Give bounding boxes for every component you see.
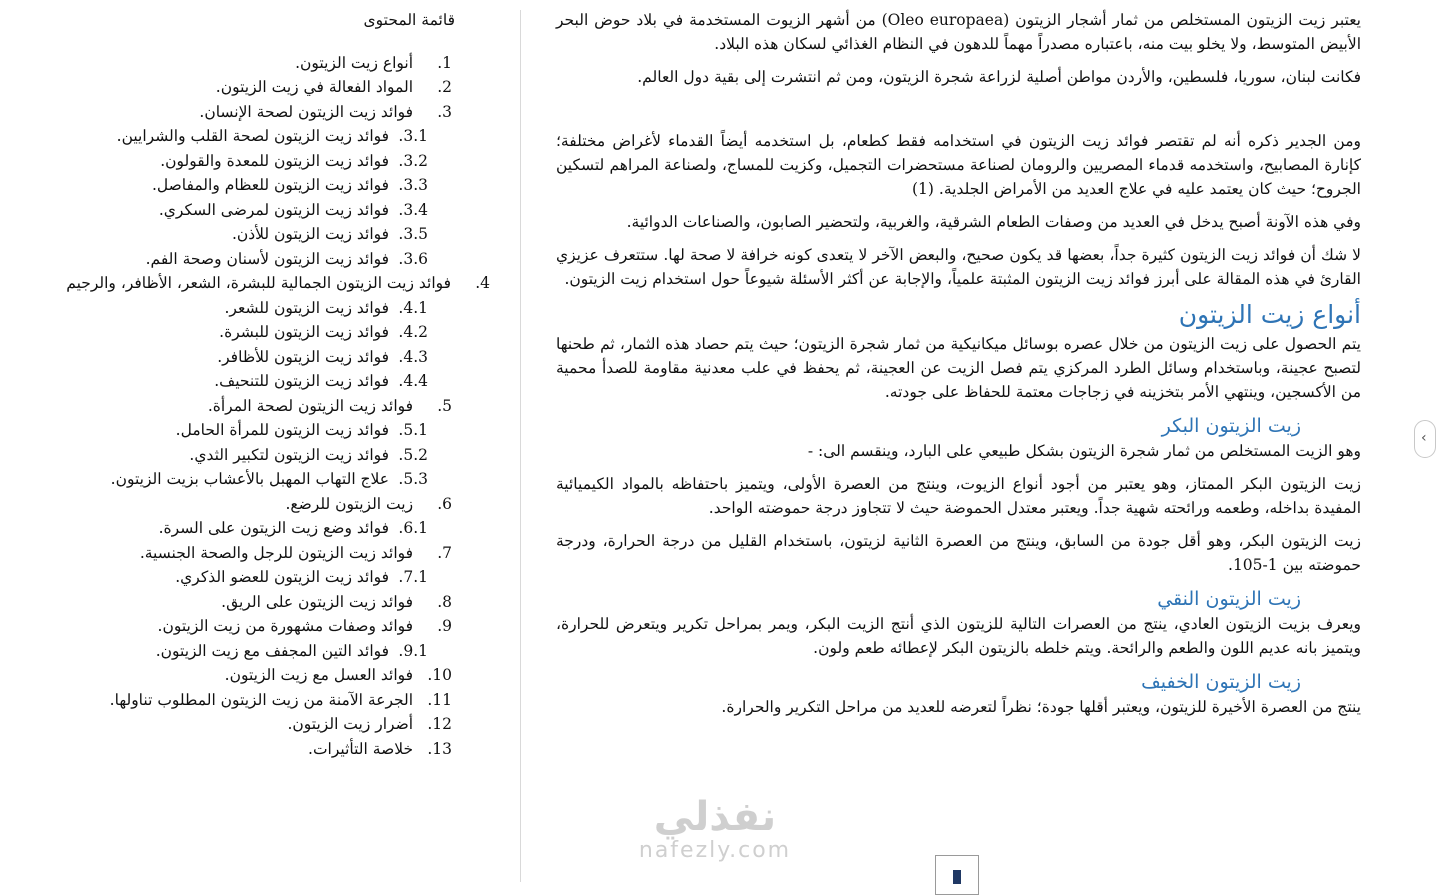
watermark [615,795,815,863]
toc-item-label: فوائد العسل مع زيت الزيتون. [224,666,414,684]
toc-item-label: الجرعة الآمنة من زيت الزيتون المطلوب تناولها. [109,690,414,709]
pure-paragraph: ويعرف بزيت الزيتون العادي، ينتج من العصرات التالية للزيتون الذي أنتج الزيت البكر، ويمر بمراحل تكرير ويتعرض للحرارة، ويتميز بانه عديم اللون والطعم والرائحة. ويتم خلطه بالزيتون البكر لإعطائه طعم ولون. [556,615,1361,657]
toc-item[interactable] [40,565,490,590]
toc-item[interactable] [40,492,490,517]
toc-list [40,51,490,762]
toc-item[interactable] [40,271,490,296]
toc-item-number: 1. [437,53,452,72]
toc-item-label: فوائد زيت الزيتون لأسنان وصحة الفم. [145,249,390,268]
toc-item[interactable] [40,443,490,468]
toc-item-label: فوائد زيت الزيتون للرجل والصحة الجنسية. [139,543,414,562]
types-paragraph: يتم الحصول على زيت الزيتون من خلال عصره بوسائل ميكانيكية من ثمار شجرة الزيتون؛ حيث يتم حصاد هذه الثمار، ثم طحنها لتصبح عجينة، وباستخدام وسائل الطرد المركزي يتم فصل الزيت عن العجينة، ثم يحفظ في علب معدنية مقاومة للصدأ محمية من الأكسجين، وينتهي الأمر بتخزينه في زجاجات معتمة للحفاظ على جودته. [556,335,1361,401]
benefits-intro-paragraph: لا شك أن فوائد زيت الزيتون كثيرة جداً، بعضها قد يكون صحيح، والبعض الآخر لا يتعدى كونه خرافة لا صحة لها. ستتعرف عزيزي القارئ في هذه المقالة على أبرز فوائد زيت الزيتون المثبتة علمياً، والإجابة عن أكثر الأسئلة شيوعاً حول استخدام زيت الزيتون. [556,246,1361,288]
toc-item[interactable] [40,222,490,247]
virgin-paragraph: زيت الزيتون البكر، وهو أقل جودة من السابق، وينتج من العصرة الثانية لزيتون، باستخدام القليل من درجة الحرارة، ودرجة حموضته بين 1-105. [556,532,1361,574]
article-column [556,8,1361,728]
toc-item[interactable] [40,541,490,566]
toc-item-number: 3.5. [398,225,428,243]
toc-item-label: المواد الفعالة في زيت الزيتون. [215,78,414,96]
toc-item-label: فوائد زيت الزيتون للمرأة الحامل. [175,421,390,439]
toc-item-label: زيت الزيتون للرضع. [285,494,414,513]
toc-item-number: 12. [427,715,452,733]
toc-item-number: 5.2. [398,445,428,464]
toc-item-label: علاج التهاب المهبل بالأعشاب بزيت الزيتون. [110,470,390,488]
section-heading-types: أنواع زيت الزيتون [1178,300,1361,329]
toc-item[interactable] [40,614,490,639]
toc-item[interactable] [40,418,490,443]
toc-item[interactable] [40,688,490,713]
subheading-pure: زيت الزيتون النقي [1157,588,1301,610]
intro-paragraph: يعتبر زيت الزيتون المستخلص من ثمار أشجار الزيتون (Oleo europaea) من أشهر الزيوت المستخدمة في بلاد حوض البحر الأبيض المتوسط، ولا يخلو بيت منه، باعتباره مصدراً مهماً للدهون في النظام الغذائي لسكان هذه البلاد. [556,11,1361,53]
toc-item-number: 13. [427,739,452,758]
toc-item-label: فوائد زيت الزيتون للمعدة والقولون. [160,151,390,170]
toc-item-number: 4.4. [398,372,428,390]
toc-item-label: خلاصة التأثيرات. [308,739,414,758]
toc-item[interactable] [40,345,490,370]
column-divider [520,10,521,882]
toc-item[interactable] [40,590,490,615]
toc-item-number: 5.3. [398,470,428,488]
toc-item-label: فوائد التين المجفف مع زيت الزيتون. [155,641,390,660]
subheading-virgin: زيت الزيتون البكر [1161,415,1301,437]
toc-item[interactable] [40,100,490,125]
toc-item-label: أنواع زيت الزيتون. [295,53,414,72]
history-paragraph: ومن الجدير ذكره أنه لم تقتصر فوائد زيت الزيتون في استخدامه فقط كطعام، بل استخدمه أيضاً القدماء لأغراض مختلفة؛ كإنارة المصابيح، واستخدمه قدماء المصريين والرومان لصناعة مستحضرات التجميل، وكزيت للمساج، ولصناعة المراهم لتسكين الجروح؛ حيث كان يعتمد عليه في علاج العديد من الأمراض الجلدية. (1) [556,132,1361,198]
toc-item[interactable] [40,467,490,492]
toc-item-number: 10. [427,666,452,684]
toc-item-number: 11. [427,690,452,709]
toc-item[interactable] [40,394,490,419]
toc-item-number: 4. [475,274,490,292]
toc-item-label: فوائد زيت الزيتون الجمالية للبشرة، الشعر، الأظافر، والرجيم [66,274,452,292]
toc-item-label: فوائد زيت الزيتون للعظام والمفاصل. [151,176,390,194]
toc-item-number: 6.1. [398,519,428,537]
toc-item-number: 8. [437,592,452,611]
toc-item-label: فوائد زيت الزيتون للشعر. [224,298,390,317]
page-navigation-button[interactable] [935,855,979,895]
toc-item[interactable] [40,198,490,223]
toc-item-number: 3.1. [398,127,428,145]
toc-item-number: 4.2. [398,323,428,341]
watermark-logo-word: نفذلي [653,794,777,840]
toc-item[interactable] [40,149,490,174]
toc-item-label: فوائد زيت الزيتون لصحة الإنسان. [199,102,414,121]
toc-item-number: 4.3. [398,347,428,366]
extra-virgin-paragraph: زيت الزيتون البكر الممتاز، وهو يعتبر من أجود أنواع الزيوت، وينتج من العصرة الأولى، ويتميز باحتفاظه بالمواد الكيميائية المفيدة بداخله، وطعمه ورائحته شهية جداً. ويعتبر معتدل الحموضة حيث لا تتجاوز درجة حموضته الواحد. [556,475,1361,517]
table-of-contents [40,8,490,761]
toc-item-number: 7.1. [398,568,428,586]
toc-item[interactable] [40,124,490,149]
toc-item[interactable] [40,173,490,198]
toc-item-number: 5. [437,396,452,415]
virgin-definition-paragraph: وهو الزيت المستخلص من ثمار شجرة الزيتون بشكل طبيعي على البارد، وينقسم الى: - [807,442,1361,460]
toc-item[interactable] [40,639,490,664]
light-paragraph: ينتج من العصرة الأخيرة للزيتون، ويعتبر أقلها جودة؛ نظراً لتعرضه للعديد من مراحل التكرير والحرارة. [721,698,1361,716]
toc-item-label: فوائد زيت الزيتون لتكبير الثدي. [189,445,390,464]
toc-item-label: فوائد زيت الزيتون لمرضى السكري. [158,200,390,219]
toc-item-label: فوائد زيت الزيتون للأذن. [231,225,390,243]
origin-paragraph: فكانت لبنان، سوريا، فلسطين، والأردن مواطن أصلية لزراعة شجرة الزيتون، ومن ثم انتشرت إلى بقية دول العالم. [637,68,1361,86]
toc-item-number: 2. [437,78,452,96]
toc-item[interactable] [40,663,490,688]
toc-item[interactable] [40,320,490,345]
toc-item-label: فوائد زيت الزيتون للبشرة. [219,323,390,341]
toc-item-number: 3.3. [398,176,428,194]
toc-item-label: فوائد زيت الزيتون على الريق. [221,592,414,611]
toc-item-number: 4.1. [398,298,428,317]
toc-item-number: 3.2. [398,151,428,170]
toc-item-number: 3.6. [398,249,428,268]
toc-item-number: 9.1. [398,641,428,660]
toc-item-label: فوائد زيت الزيتون لصحة القلب والشرايين. [116,127,390,145]
toc-item-label: فوائد زيت الزيتون لصحة المرأة. [207,396,414,415]
toc-item-number: 7. [437,543,452,562]
toc-item[interactable] [40,75,490,100]
toc-item[interactable] [40,296,490,321]
toc-item-number: 5.1. [398,421,428,439]
toc-item[interactable] [40,712,490,737]
toc-item-label: فوائد وصفات مشهورة من زيت الزيتون. [157,617,414,635]
toc-item-number: 9. [437,617,452,635]
toc-item[interactable] [40,737,490,762]
watermark-domain: nafezly.com [638,838,792,863]
toc-title: قائمة المحتوى [363,11,455,29]
toc-item-label: فوائد وضع زيت الزيتون على السرة. [158,519,390,537]
toc-item[interactable] [40,516,490,541]
toc-item-label: فوائد زيت الزيتون للأظافر. [217,347,390,366]
toc-item[interactable] [40,51,490,76]
toc-item[interactable] [40,247,490,272]
subheading-light: زيت الزيتون الخفيف [1141,671,1301,693]
toc-item-label: أضرار زيت الزيتون. [287,715,414,733]
toc-item-number: 3. [437,102,452,121]
toc-item-label: فوائد زيت الزيتون للتنحيف. [214,372,390,390]
toc-item-label: فوائد زيت الزيتون للعضو الذكري. [175,568,390,586]
toc-item-number: 3.4. [398,200,428,219]
uses-paragraph: وفي هذه الآونة أصبح يدخل في العديد من وصفات الطعام الشرقية، والغربية، ولتحضير الصابون، والصناعات الدوائية. [626,213,1361,231]
bookmark-icon [953,870,961,884]
toc-item-number: 6. [437,494,452,513]
toc-item[interactable] [40,369,490,394]
scroll-handle[interactable] [1414,420,1436,458]
chevron-left-icon: ‹ [1421,430,1427,446]
